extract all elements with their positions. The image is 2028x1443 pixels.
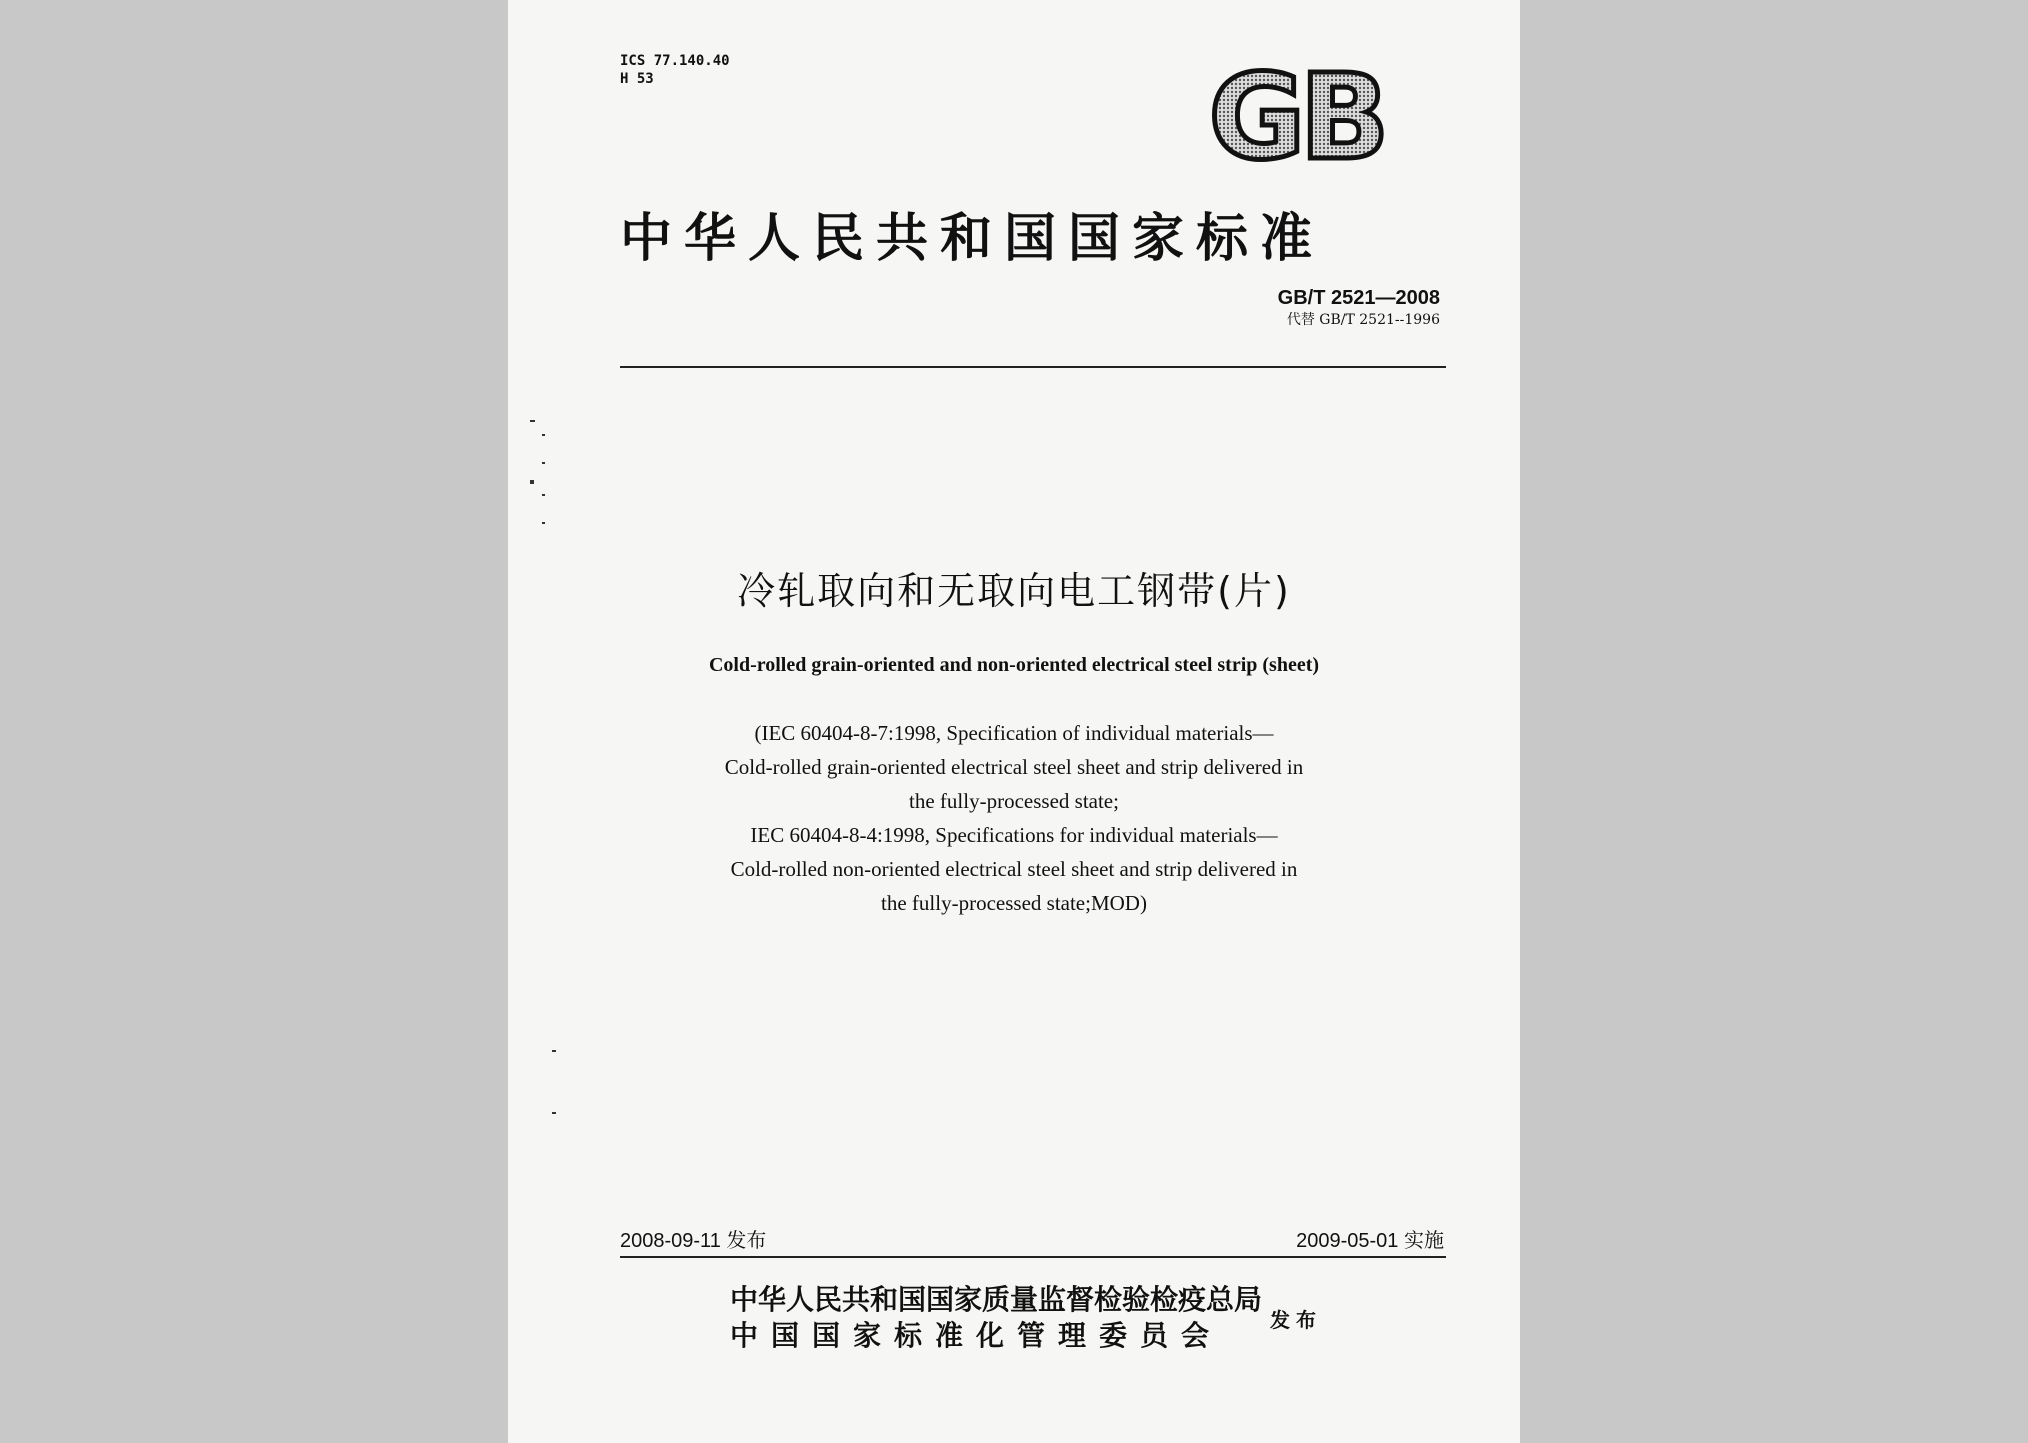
issuer-line: 中国国家标准化管理委员会 <box>730 1319 1223 1352</box>
iec-reference-block <box>508 716 1520 920</box>
scan-speck <box>542 522 545 524</box>
ccs-code: H 53 <box>620 71 654 87</box>
scan-speck <box>542 462 545 464</box>
iec-line: the fully-processed state;MOD) <box>881 891 1147 915</box>
scan-speck <box>542 494 545 496</box>
document-page <box>508 0 1520 1443</box>
classification-codes <box>620 52 730 88</box>
title-english: Cold-rolled grain-oriented and non-oriented electrical steel strip (sheet) <box>708 654 1320 676</box>
iec-line: IEC 60404-8-4:1998, Specifications for individual materials— <box>750 823 1278 847</box>
scan-speck <box>530 420 535 422</box>
scan-speck <box>542 434 545 436</box>
issue-date: 2008-09-11 发布 <box>620 1230 767 1252</box>
standard-category: 中华人民共和国国家标准 <box>620 209 1325 269</box>
standard-number-block <box>1278 286 1440 330</box>
scan-speck <box>552 1112 556 1114</box>
svg-text:GB: GB <box>1208 66 1384 166</box>
title-chinese: 冷轧取向和无取向电工钢带(片) <box>737 569 1291 613</box>
iec-line: Cold-rolled non-oriented electrical steel sheet and strip delivered in <box>730 857 1298 881</box>
iec-line: Cold-rolled grain-oriented electrical steel sheet and strip delivered in <box>724 755 1304 779</box>
ics-code: ICS 77.140.40 <box>620 53 730 69</box>
gb-logo-icon <box>1190 66 1402 166</box>
replaces-standard: 代替 GB/T 2521--1996 <box>1286 312 1440 328</box>
iec-line: (IEC 60404-8-7:1998, Specification of individual materials— <box>754 721 1274 745</box>
header-divider <box>620 366 1446 368</box>
implementation-date: 2009-05-01 实施 <box>1296 1230 1444 1252</box>
scan-speck <box>530 480 534 484</box>
issuer-line: 中华人民共和国国家质量监督检验检疫总局 <box>730 1283 1263 1316</box>
footer-divider <box>620 1256 1446 1258</box>
issuing-authorities <box>730 1282 1262 1354</box>
scan-speck <box>552 1050 556 1052</box>
issued-label: 发布 <box>1270 1308 1322 1332</box>
iec-line: the fully-processed state; <box>909 789 1119 813</box>
standard-number: GB/T 2521—2008 <box>1277 287 1440 309</box>
